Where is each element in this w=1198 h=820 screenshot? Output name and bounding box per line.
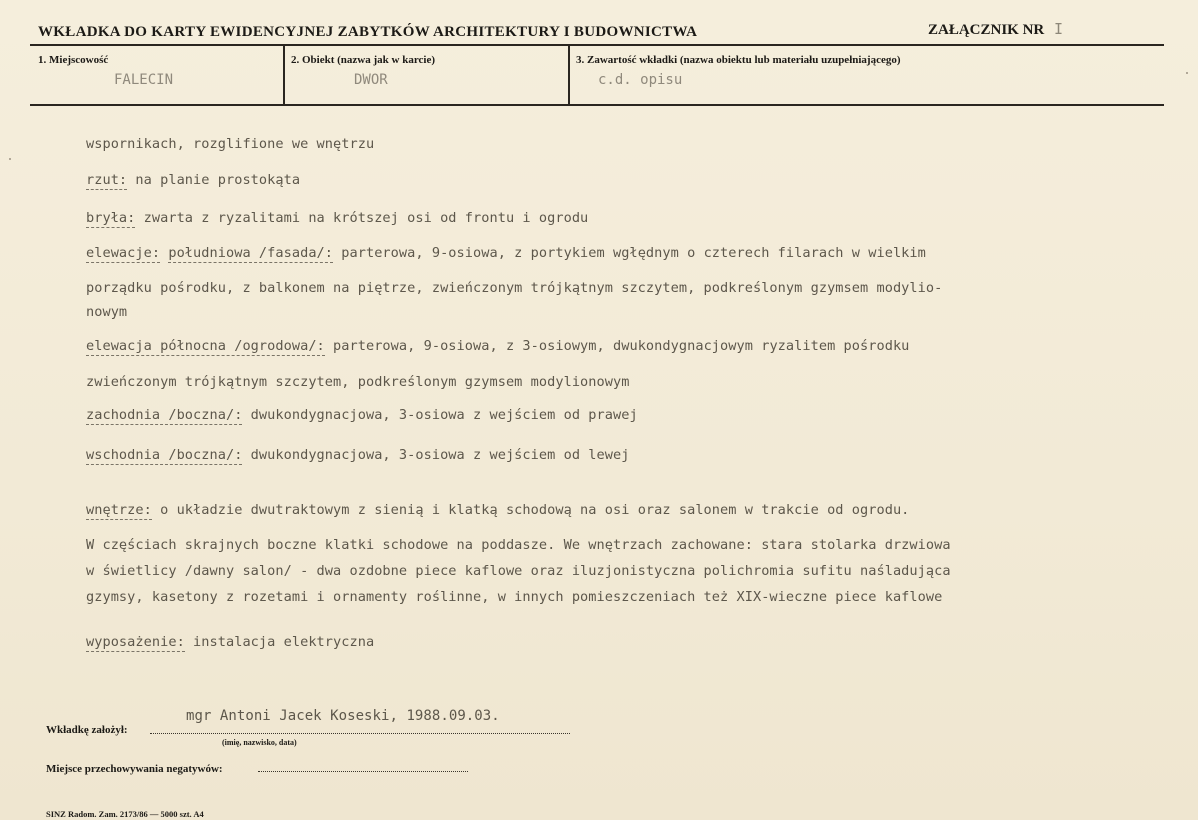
body-line-11 <box>86 502 909 518</box>
body-line-4 <box>86 245 926 261</box>
north-elevation-text: parterowa, 9-osiowa, z 3-osiowym, dwukondygnacjowym ryzalitem pośrodku <box>324 338 910 354</box>
print-info: SINZ Radom. Zam. 2173/86 — 5000 szt. A4 <box>46 809 204 819</box>
south-elevation-heading: południowa /fasada/: <box>168 245 334 261</box>
body-line-15 <box>86 634 374 650</box>
body-line-7 <box>86 338 909 354</box>
body-line-13: w świetlicy /dawny salon/ - dwa ozdobne piece kaflowe oraz iluzjonistyczna polichromia sufitu naśladująca <box>86 563 951 579</box>
east-elevation-heading: wschodnia /boczna/: <box>86 447 243 463</box>
header-top-rule <box>30 44 1164 46</box>
south-elevation-text: parterowa, 9-osiowa, z portykiem wgłędnym o czterech filarach w wielkim <box>333 245 926 261</box>
west-elevation-text: dwukondygnacjowa, 3-osiowa z wejściem od prawej <box>242 407 638 423</box>
negatives-line <box>258 771 468 772</box>
body-line-2 <box>86 172 300 188</box>
west-elevation-heading: zachodnia /boczna/: <box>86 407 243 423</box>
body-line-5: porządku pośrodku, z balkonem na piętrze, zwieńczonym trójkątnym szczytem, podkreślonym gzymsem modylio- <box>86 280 943 296</box>
elevations-heading: elewacje: <box>86 245 161 261</box>
founded-by-line <box>150 733 570 734</box>
locality-value: FALECIN <box>114 72 174 88</box>
field-divider-1 <box>283 45 285 105</box>
negatives-label: Miejsce przechowywania negatywów: <box>46 763 223 775</box>
interior-heading: wnętrze: <box>86 502 152 518</box>
body-line-1: wspornikach, rozglifione we wnętrzu <box>86 136 375 152</box>
body-line-3 <box>86 210 588 226</box>
body-line-6: nowym <box>86 304 128 320</box>
object-value: DWOR <box>354 72 388 88</box>
body-line-9 <box>86 407 638 423</box>
content-value: c.d. opisu <box>598 72 683 88</box>
body-line-14: gzymsy, kasetony z rozetami i ornamenty roślinne, w innych pomieszczeniach też XIX-wieczne piece kaflowe <box>86 589 943 605</box>
paper-speck <box>9 158 11 160</box>
north-elevation-heading: elewacja północna /ogrodowa/: <box>86 338 325 354</box>
header-bottom-rule <box>30 104 1164 106</box>
plan-text: na planie prostokąta <box>127 172 301 188</box>
locality-label: 1. Miejscowość <box>38 54 109 66</box>
founded-by-label: Wkładkę założył: <box>46 724 128 736</box>
object-label: 2. Obiekt (nazwa jak w karcie) <box>291 54 436 66</box>
annex-number: I <box>1054 20 1064 38</box>
annex-label-text: ZAŁĄCZNIK NR <box>928 22 1045 38</box>
field-divider-2 <box>568 45 570 105</box>
equipment-heading: wyposażenie: <box>86 634 185 650</box>
content-label: 3. Zawartość wkładki (nazwa obiektu lub materiału uzupełniającego) <box>576 54 901 66</box>
interior-text: o układzie dwutraktowym z sienią i klatką schodową na osi oraz salonem w trakcie od ogrodu. <box>151 502 910 518</box>
founded-by-value: mgr Antoni Jacek Koseski, 1988.09.03. <box>186 708 500 724</box>
form-title: WKŁADKA DO KARTY EWIDENCYJNEJ ZABYTKÓW ARCHITEKTURY I BUDOWNICTWA <box>38 24 698 40</box>
equipment-text: instalacja elektryczna <box>184 634 375 650</box>
mass-text: zwarta z ryzalitami na krótszej osi od frontu i ogrodu <box>135 210 589 226</box>
east-elevation-text: dwukondygnacjowa, 3-osiowa z wejściem od lewej <box>242 447 630 463</box>
body-line-10 <box>86 447 629 463</box>
plan-heading: rzut: <box>86 172 128 188</box>
body-line-12: W częściach skrajnych boczne klatki schodowe na poddasze. We wnętrzach zachowane: stara stolarka drzwiowa <box>86 537 951 553</box>
body-line-8: zwieńczonym trójkątnym szczytem, podkreślonym gzymsem modylionowym <box>86 374 630 390</box>
founded-by-caption: (imię, nazwisko, data) <box>222 738 297 747</box>
annex-label <box>928 20 1063 39</box>
mass-heading: bryła: <box>86 210 136 226</box>
paper-speck <box>1186 72 1188 74</box>
